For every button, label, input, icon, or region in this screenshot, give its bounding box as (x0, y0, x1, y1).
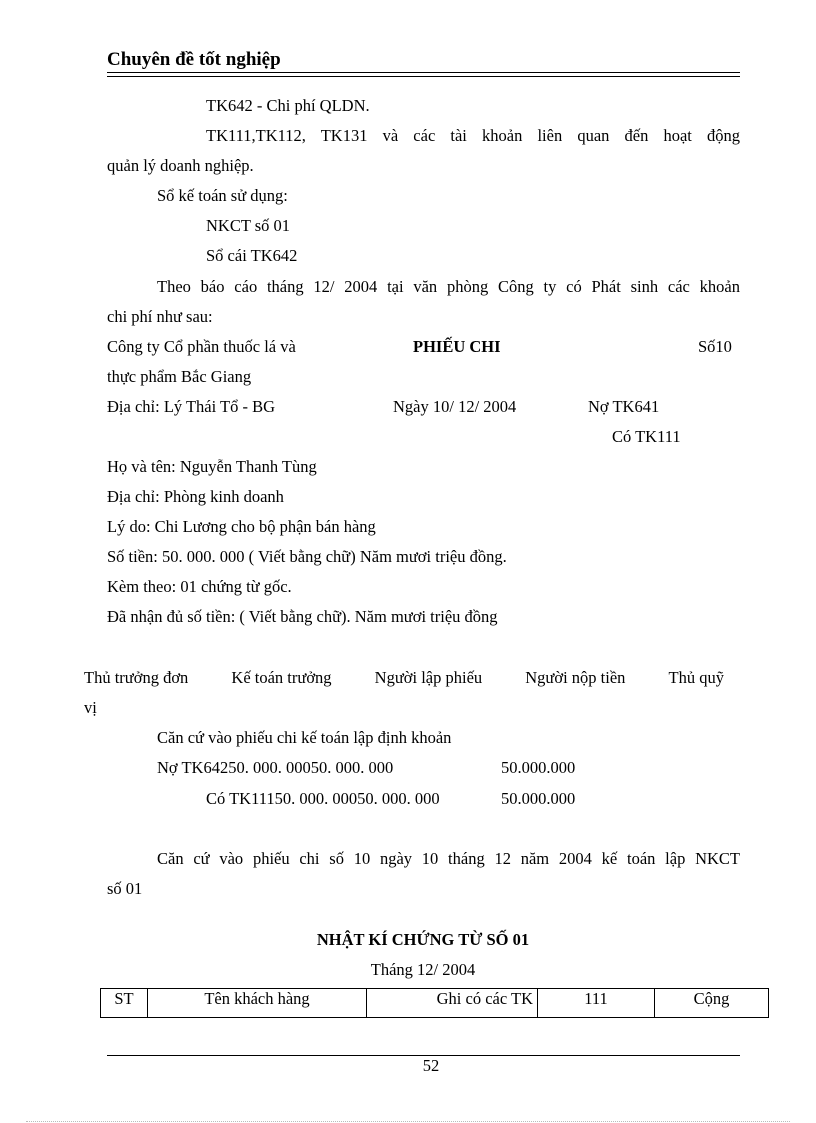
voucher-title: PHIẾU CHI (413, 337, 501, 356)
ledger-col-total: Cộng (655, 989, 769, 1018)
entry-credit-amount: 50.000.000 (501, 789, 576, 808)
book-1: NKCT số 01 (206, 216, 291, 235)
report-line-b: chi phí như sau: (107, 307, 213, 326)
intro-line-1: TK642 - Chi phí QLDN. (206, 96, 370, 115)
page-number: 52 (422, 1056, 440, 1075)
entry-intro: Căn cứ vào phiếu chi kế toán lập định khoản (157, 728, 452, 747)
voucher-credit: Có TK111 (612, 427, 681, 446)
ledger-header-row (101, 989, 769, 1018)
ledger-title: NHẬT KÍ CHỨNG TỪ SỐ 01 (316, 930, 530, 949)
ledger-table (100, 988, 769, 1018)
report-line-a: Theo báo cáo tháng 12/ 2004 tại văn phòng Công ty có Phát sinh các khoản (157, 277, 740, 296)
ledger-col-st: ST (101, 989, 148, 1018)
voucher-company-line-1: Công ty Cổ phần thuốc lá và (107, 337, 296, 356)
voucher-received: Đã nhận đủ số tiền: ( Viết bằng chữ). Năm mươi triệu đồng (107, 607, 498, 626)
ledger-col-111: 111 (538, 989, 655, 1018)
voucher-date: Ngày 10/ 12/ 2004 (393, 397, 517, 416)
entry-debit-amount: 50.000.000 (501, 758, 576, 777)
signature-chief-accountant: Kế toán trưởng (231, 668, 332, 687)
nkct-intro-line-a: Căn cứ vào phiếu chi số 10 ngày 10 tháng 12 năm 2004 kế toán lập NKCT (157, 849, 740, 868)
book-2: Sổ cái TK642 (206, 246, 298, 265)
books-label: Sổ kế toán sử dụng: (157, 186, 288, 205)
voucher-attached: Kèm theo: 01 chứng từ gốc. (107, 577, 292, 596)
voucher-amount: Số tiền: 50. 000. 000 ( Viết bằng chữ) Năm mươi triệu đồng. (107, 547, 507, 566)
page-edge-divider (26, 1121, 790, 1122)
ledger-col-credit-accounts: Ghi có các TK (367, 989, 538, 1018)
header-rule-top (107, 72, 740, 73)
voucher-payee-address: Địa chỉ: Phòng kinh doanh (107, 487, 284, 506)
signature-row (84, 668, 724, 688)
voucher-number: Số10 (698, 337, 732, 356)
header-rule-bottom (107, 76, 740, 77)
signature-payer: Người nộp tiền (525, 668, 626, 687)
voucher-reason: Lý do: Chi Lương cho bộ phận bán hàng (107, 517, 376, 536)
entry-debit-line: Nợ TK64250. 000. 00050. 000. 000 (157, 758, 394, 777)
signature-head: Thủ trưởng đơn (84, 668, 189, 687)
voucher-address: Địa chỉ: Lý Thái Tổ - BG (107, 397, 276, 416)
entry-credit-line: Có TK11150. 000. 00050. 000. 000 (206, 789, 440, 808)
signature-preparer: Người lập phiếu (374, 668, 483, 687)
nkct-intro-line-b: số 01 (107, 879, 143, 898)
voucher-company-line-2: thực phẩm Bắc Giang (107, 367, 252, 386)
voucher-name: Họ và tên: Nguyễn Thanh Tùng (107, 457, 317, 476)
signature-cashier: Thủ quỹ (668, 668, 724, 687)
ledger-subtitle: Tháng 12/ 2004 (370, 960, 476, 979)
intro-line-2a: TK111,TK112, TK131 và các tài khoản liên quan đến hoạt động (206, 126, 740, 145)
ledger-col-customer: Tên khách hàng (148, 989, 367, 1018)
signature-wrap: vị (84, 698, 97, 717)
voucher-debit: Nợ TK641 (588, 397, 660, 416)
page-header-title: Chuyên đề tốt nghiệp (107, 49, 281, 70)
intro-line-2b: quản lý doanh nghiệp. (107, 156, 254, 175)
